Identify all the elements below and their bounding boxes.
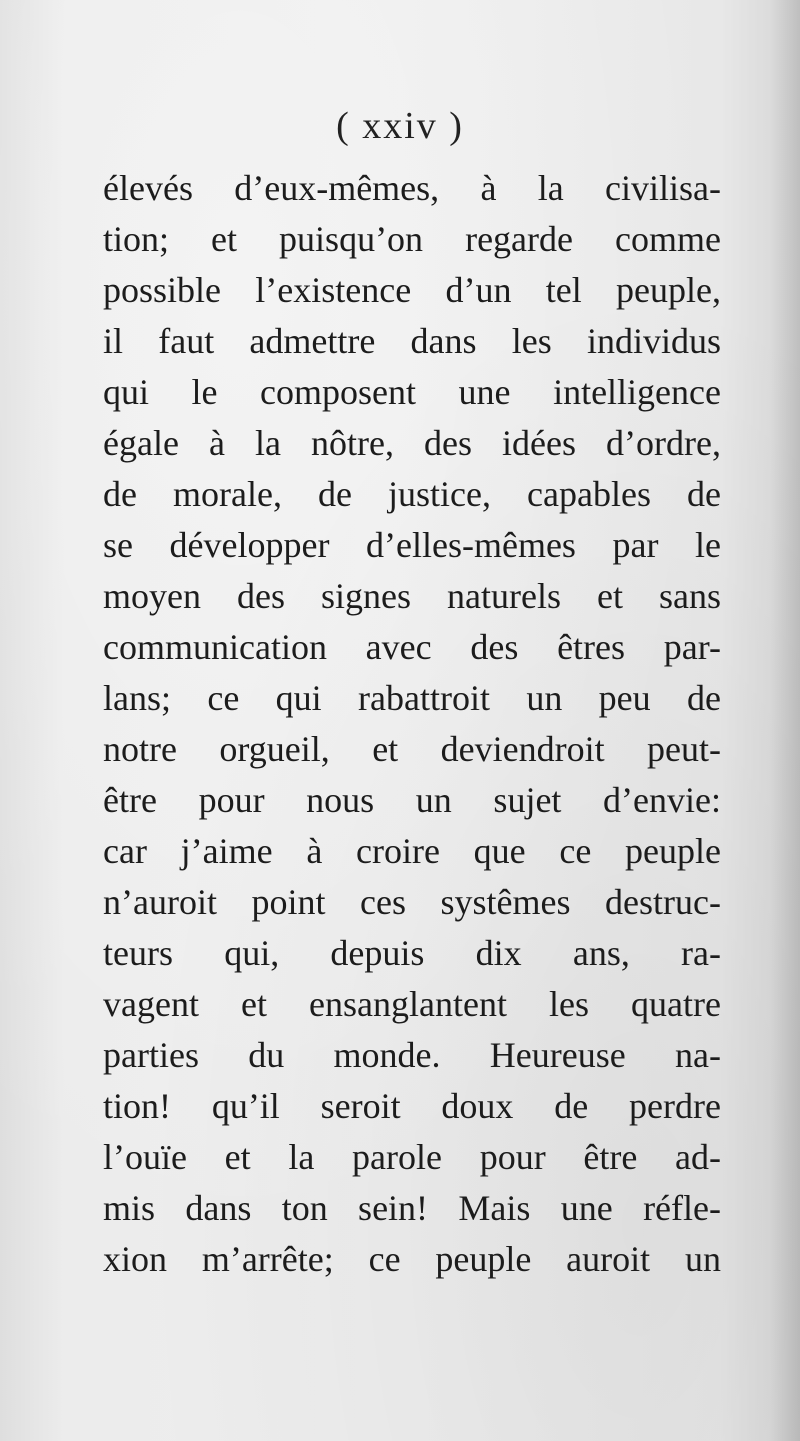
text-line: de morale, de justice, capables de [103, 474, 721, 514]
text-line: qui le composent une intelligence [103, 372, 721, 412]
text-line: parties du monde. Heureuse na- [103, 1035, 721, 1075]
page-number: ( xxiv ) [336, 105, 464, 147]
text-line: lans; ce qui rabattroit un peu de [103, 678, 721, 718]
text-line: tion; et puisqu’on regarde comme [103, 219, 721, 259]
text-line: n’auroit point ces systêmes destruc- [103, 882, 721, 922]
text-line: l’ouïe et la parole pour être ad- [103, 1137, 721, 1177]
text-line: être pour nous un sujet d’envie: [103, 780, 721, 820]
text-line: tion! qu’il seroit doux de perdre [103, 1086, 721, 1126]
text-line: il faut admettre dans les individus [103, 321, 721, 361]
text-line: mis dans ton sein! Mais une réfle- [103, 1188, 721, 1228]
text-line: car j’aime à croire que ce peuple [103, 831, 721, 871]
text-line: teurs qui, depuis dix ans, ra- [103, 933, 721, 973]
page-edge-shadow [770, 0, 800, 1441]
text-line: se développer d’elles-mêmes par le [103, 525, 721, 565]
text-line: moyen des signes naturels et sans [103, 576, 721, 616]
text-line: vagent et ensanglantent les quatre [103, 984, 721, 1024]
body-text [103, 163, 721, 1285]
text-line: élevés d’eux-mêmes, à la civilisa- [103, 168, 721, 208]
text-line: égale à la nôtre, des idées d’ordre, [103, 423, 721, 463]
text-line: possible l’existence d’un tel peuple, [103, 270, 721, 310]
text-line: xion m’arrête; ce peuple auroit un [103, 1239, 721, 1279]
text-line: notre orgueil, et deviendroit peut- [103, 729, 721, 769]
text-line: communication avec des êtres par- [103, 627, 721, 667]
